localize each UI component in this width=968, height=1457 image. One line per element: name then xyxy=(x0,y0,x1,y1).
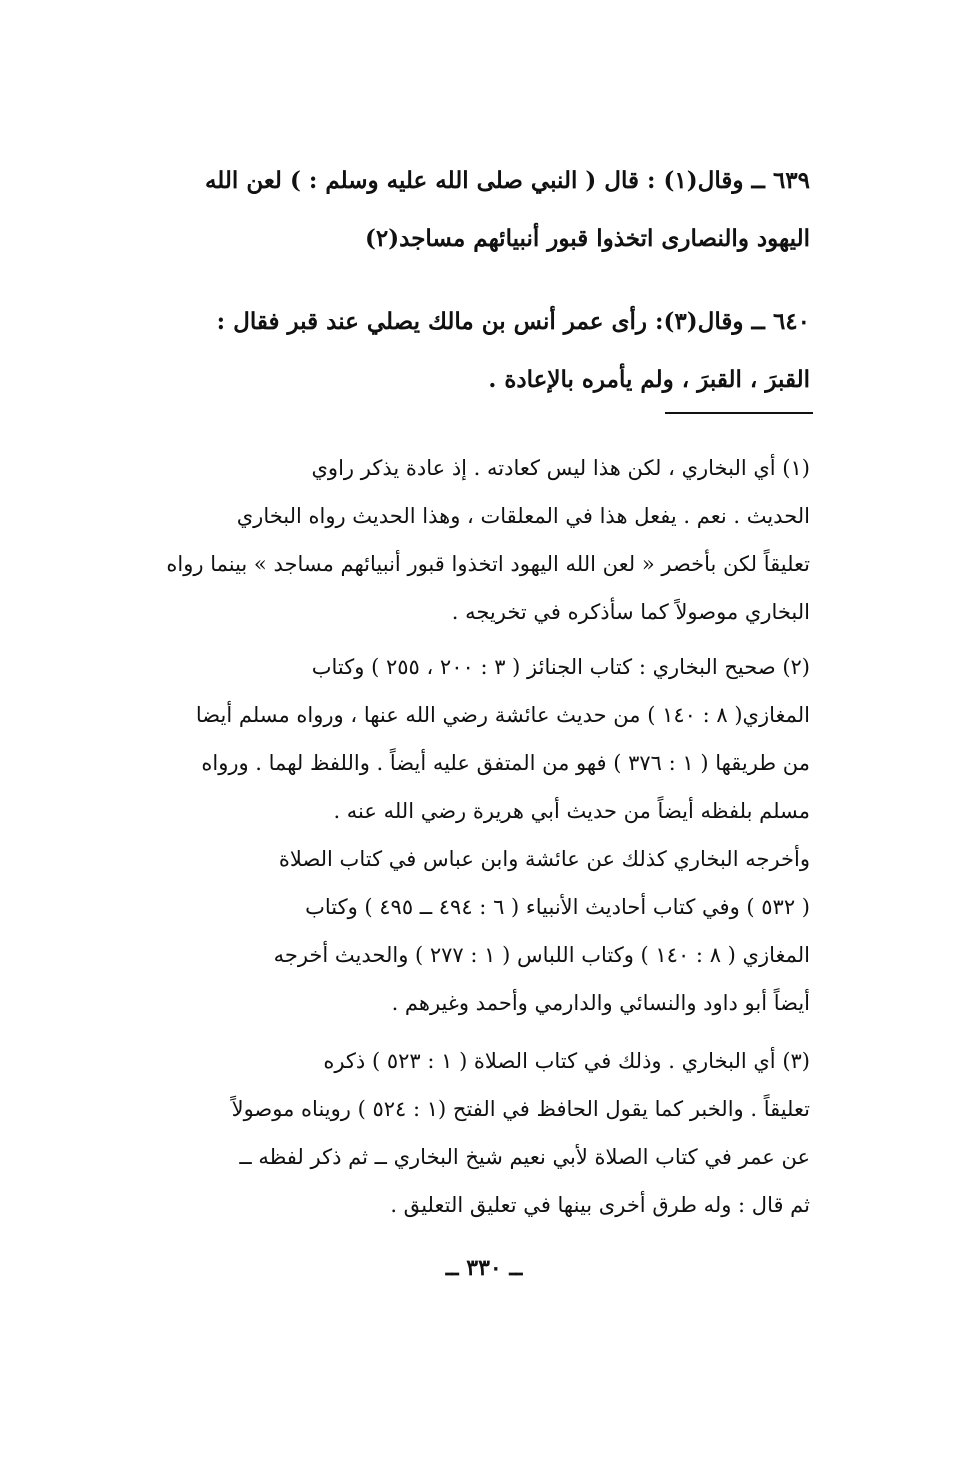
footnote-line: عن عمر في كتاب الصلاة لأبي نعيم شيخ البخاري ــ ثم ذكر لفظه ــ xyxy=(239,1145,810,1169)
footnote-line: المغازي ( ٨ : ١٤٠ ) وكتاب اللباس ( ١ : ٢٧٧ ) والحديث أخرجه xyxy=(273,943,810,967)
footnote-1 xyxy=(160,444,810,636)
footnote-line: أيضاً أبو داود والنسائي والدارمي وأحمد وغيرهم . xyxy=(391,991,810,1015)
hadith-line: اليهود والنصارى اتخذوا قبور أنبيائهم مساجد(٢) xyxy=(365,225,810,252)
footnote-line: المغازي( ٨ : ١٤٠ ) من حديث عائشة رضي الله عنها ، ورواه مسلم أيضا xyxy=(195,703,810,727)
hadith-640 xyxy=(160,293,810,409)
footnote-line: (١) أي البخاري ، لكن هذا ليس كعادته . إذ عادة يذكر راوي xyxy=(311,456,810,480)
footnote-line: من طريقها ( ١ : ٣٧٦ ) فهو من المتفق عليه أيضاً . واللفظ لهما . ورواه xyxy=(201,751,810,775)
footnote-line: البخاري موصولاً كما سأذكره في تخريجه . xyxy=(451,600,810,624)
footnote-line: (٣) أي البخاري . وذلك في كتاب الصلاة ( ١ : ٥٢٣ ) ذكره xyxy=(323,1049,810,1073)
footnote-line: ( ٥٣٢ ) وفي كتاب أحاديث الأنبياء ( ٦ : ٤٩٤ ــ ٤٩٥ ) وكتاب xyxy=(305,895,810,919)
footnote-line: تعليقاً . والخبر كما يقول الحافظ في الفتح (١ : ٥٢٤ ) رويناه موصولاً xyxy=(231,1097,810,1121)
footnote-3 xyxy=(160,1037,810,1229)
hadith-639 xyxy=(160,152,810,268)
page-number: ــ ٣٣٠ ــ xyxy=(445,1255,523,1281)
hadith-line: ٦٣٩ ــ وقال(١) : قال ( النبي صلى الله عليه وسلم : ) لعن الله xyxy=(204,167,810,194)
footnote-line: وأخرجه البخاري كذلك عن عائشة وابن عباس في كتاب الصلاة xyxy=(278,847,810,871)
footnote-line: (٢) صحيح البخاري : كتاب الجنائز ( ٣ : ٢٠٠ ، ٢٥٥ ) وكتاب xyxy=(311,655,810,679)
footnote-line: مسلم بلفظه أيضاً من حديث أبي هريرة رضي الله عنه . xyxy=(333,799,810,823)
footnote-line: تعليقاً لكن بأخصر « لعن الله اليهود اتخذوا قبور أنبيائهم مساجد » بينما رواه xyxy=(166,552,810,576)
footnote-divider xyxy=(665,412,813,414)
footnote-line: الحديث . نعم . يفعل هذا في المعلقات ، وهذا الحديث رواه البخاري xyxy=(236,504,810,528)
footnote-line: ثم قال : وله طرق أخرى بينها في تعليق التعليق . xyxy=(390,1193,810,1217)
hadith-line: ٦٤٠ ــ وقال(٣): رأى عمر أنس بن مالك يصلي عند قبر فقال : xyxy=(216,308,810,335)
footnote-2 xyxy=(160,643,810,835)
hadith-line: القبرَ ، القبرَ ، ولم يأمره بالإعادة . xyxy=(488,366,810,393)
footnote-2-continued xyxy=(160,835,810,1027)
